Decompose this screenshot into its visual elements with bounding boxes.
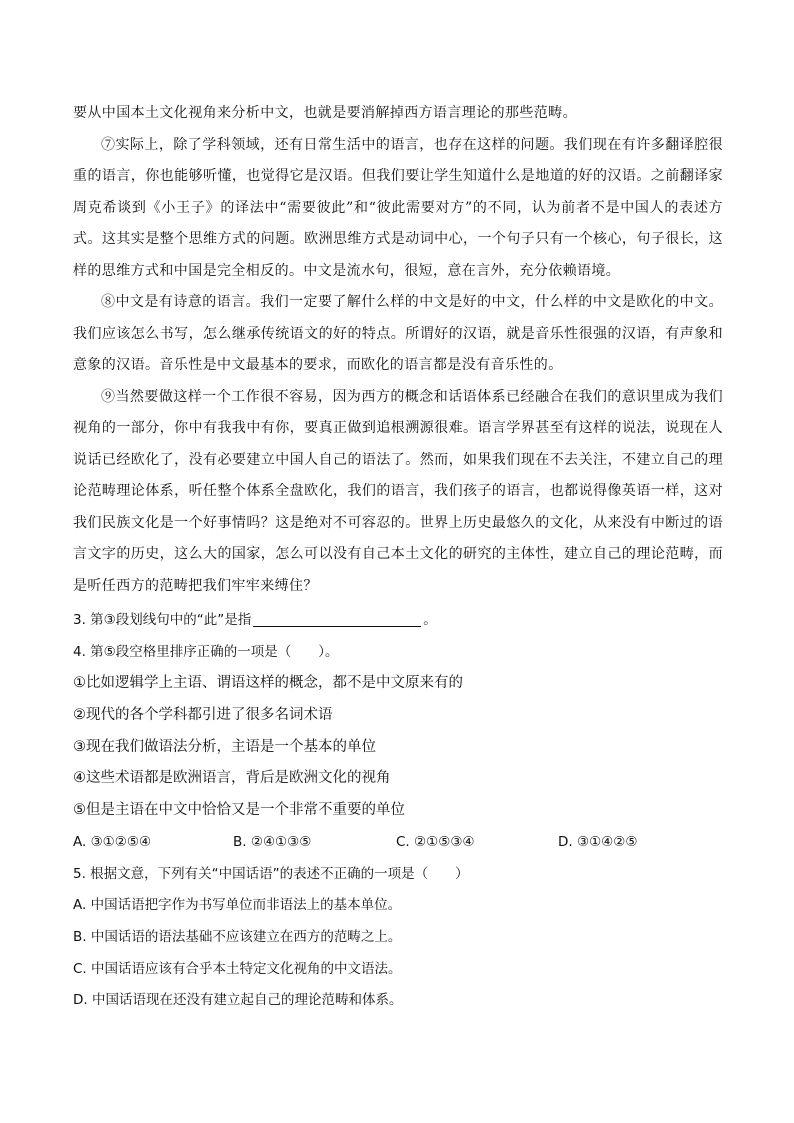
- question-4-item-1: ①比如逻辑学上主语、谓语这样的概念，都不是中文原来有的: [73, 675, 463, 692]
- question-3: [73, 605, 723, 637]
- option-d[interactable]: D. ③①④②⑤: [558, 833, 638, 850]
- question-section: [73, 605, 723, 1017]
- question-3-end: 。: [423, 612, 437, 628]
- paragraph-9: ⑨当然要做这样一个工作很不容易，因为西方的概念和话语体系已经融合在我们的意识里成为我们视角的一部分，你中有我我中有你，要真正做到追根溯源很难。语言学界甚至有这样的说法，说现在人说话已经欧化了，没有必要建立中国人自己的语法了。然而，如果我们现在不去关注，不建立自己的理论范畴理论体系，听任整个体系全盘欧化，我们的语言，我们孩子的语言，也都说得像英语一样，这对我们民族文化是一个好事情吗？这是绝对不可容忍的。世界上历史最悠久的文化，从来没有中断过的语言文字的历史，这么大的国家，怎么可以没有自己本土文化的研究的主体性，建立自己的理论范畴，而是听任西方的范畴把我们牢牢来缚住？: [73, 388, 723, 594]
- question-4-item-2: ②现代的各个学科都引进了很多名词术语: [73, 707, 333, 724]
- option-b[interactable]: B. ②④①③⑤: [233, 833, 312, 850]
- question-4-item-5: ⑤但是主语在中文中恰恰又是一个非常不重要的单位: [73, 802, 405, 819]
- reading-passage: [73, 98, 723, 602]
- option-a[interactable]: A. ③①②⑤④: [73, 833, 152, 850]
- answer-blank[interactable]: [253, 608, 421, 627]
- paragraph-8: ⑧中文是有诗意的语言。我们一定要了解什么样的中文是好的中文，什么样的中文是欧化的中文。我们应该怎么书写，怎么继承传统语文的好的特点。所谓好的汉语，就是音乐性很强的汉语，有声象和意象的汉语。音乐性是中文最基本的要求，而欧化的语言都是没有音乐性的。: [73, 294, 723, 373]
- question-5-option-d[interactable]: D. 中国话语现在还没有建立起自己的理论范畴和体系。: [73, 992, 403, 1009]
- question-4-item-3: ③现在我们做语法分析，主语是一个基本的单位: [73, 738, 376, 755]
- question-5-option-c[interactable]: C. 中国话语应该有合乎本土特定文化视角的中文语法。: [73, 960, 402, 977]
- paragraph-continuation: 要从中国本土文化视角来分析中文，也就是要消解掉西方语言理论的那些范畴。: [73, 105, 577, 121]
- paragraph-7: ⑦实际上，除了学科领域，还有日常生活中的语言，也存在这样的问题。我们现在有许多翻译腔很重的语言，你也能够听懂，也觉得它是汉语。但我们要让学生知道什么是地道的好的汉语。之前翻译家周克希谈到《小王子》的译法中“需要彼此”和“彼此需要对方”的不同，认为前者不是中国人的表述方式。这其实是整个思维方式的问题。欧洲思维方式是动词中心，一个句子只有一个核心，句子很长，这样的思维方式和中国是完全相反的。中文是流水句，很短，意在言外，充分依赖语境。: [73, 136, 723, 279]
- question-4-options: [73, 827, 723, 859]
- option-c[interactable]: C. ②①⑤③④: [396, 833, 475, 850]
- question-4-stem: 4. 第⑤段空格里排序正确的一项是（ ）。: [73, 643, 339, 660]
- question-4-item-4: ④这些术语都是欧洲语言，背后是欧洲文化的视角: [73, 770, 391, 787]
- question-5-stem: 5. 根据文意，下列有关“中国话语”的表述不正确的一项是（ ）: [73, 865, 469, 882]
- question-3-text: 3. 第③段划线句中的“此”是指: [73, 612, 252, 628]
- question-5-option-a[interactable]: A. 中国话语把字作为书写单位而非语法上的基本单位。: [73, 897, 402, 914]
- question-5-option-b[interactable]: B. 中国话语的语法基础不应该建立在西方的范畴之上。: [73, 928, 402, 945]
